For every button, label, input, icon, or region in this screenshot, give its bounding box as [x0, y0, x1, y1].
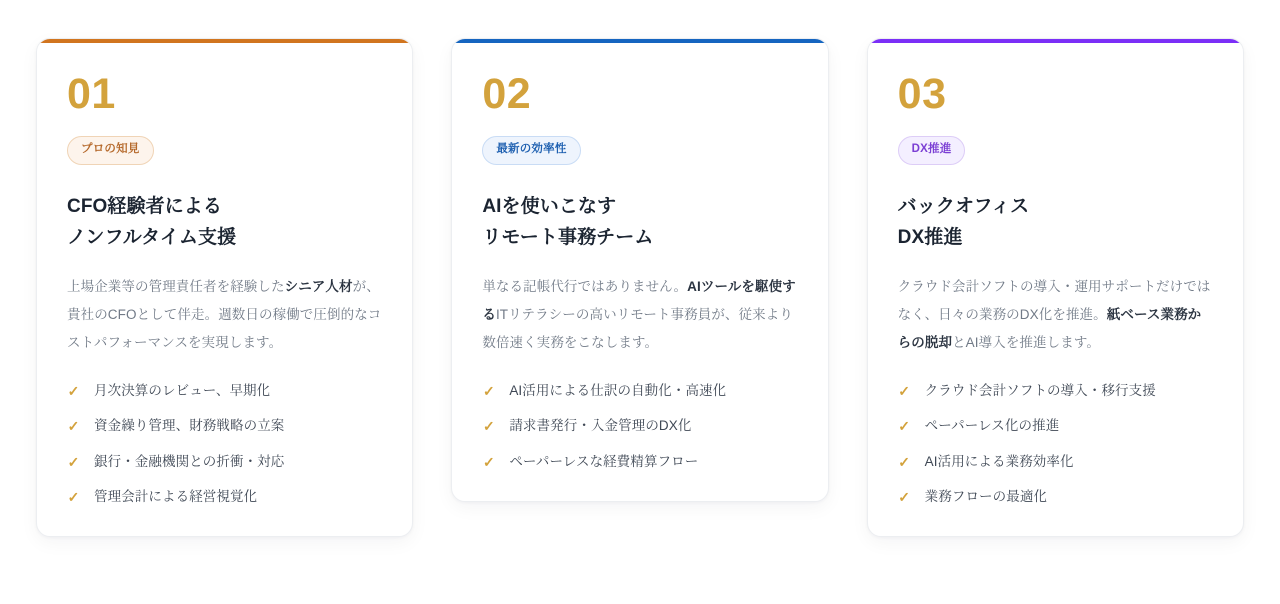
card-title-line-2: リモート事務チーム [482, 226, 654, 248]
card-description [482, 273, 797, 356]
feature-list [898, 382, 1213, 506]
description-text: が、貴社のCFOとして伴走。週数日の稼働で圧倒的なコストパフォーマンスを実現します。 [67, 279, 382, 350]
card-title-line-2: ノンフルタイム支援 [67, 226, 237, 248]
card-accent-bar [452, 39, 827, 43]
card-badge: DX推進 [898, 136, 966, 165]
card-title [482, 191, 797, 254]
list-item [482, 382, 797, 400]
list-item [482, 417, 797, 435]
card-badge-row [482, 136, 797, 191]
list-item [898, 382, 1213, 400]
card-badge: 最新の効率性 [482, 136, 580, 165]
card-title-line-1: AIを使いこなす [482, 195, 617, 217]
description-text: クラウド会計ソフトの導入・運用サポートだけではなく、日々の業務のDX化を推進。 [897, 279, 1211, 322]
description-text: 単なる記帳代行ではありません。 [482, 279, 688, 295]
card-badge: プロの知見 [67, 136, 154, 165]
check-icon: ✓ [67, 418, 80, 435]
feature-card [36, 38, 413, 537]
card-title-line-1: CFO経験者による [67, 195, 223, 217]
description-text: ITリテラシーの高いリモート事務員が、従来より数倍速く実務をこなします。 [482, 306, 793, 350]
check-icon: ✓ [898, 453, 911, 470]
card-number: 02 [482, 70, 532, 118]
description-emphasis: AIツールを駆使する [482, 279, 796, 322]
check-icon: ✓ [482, 383, 495, 400]
feature-label: ペーパーレスな経費精算フロー [509, 453, 699, 469]
feature-list [67, 382, 382, 506]
list-item [67, 488, 382, 506]
card-number: 03 [897, 70, 947, 118]
description-emphasis: シニア人材 [284, 279, 353, 295]
check-icon: ✓ [898, 488, 911, 505]
card-description [67, 273, 382, 356]
card-accent-bar [37, 39, 412, 43]
feature-label: AI活用による仕訳の自動化・高速化 [509, 383, 727, 399]
feature-card [451, 38, 828, 502]
check-icon: ✓ [898, 418, 911, 435]
list-item [898, 488, 1213, 506]
feature-label: 銀行・金融機関との折衝・対応 [94, 453, 285, 469]
card-badge-row [898, 136, 1213, 191]
feature-label: 請求書発行・入金管理のDX化 [509, 418, 692, 434]
description-text: 上場企業等の管理責任者を経験した [67, 279, 285, 295]
description-text: とAI導入を推進します。 [952, 334, 1100, 350]
card-title [898, 191, 1213, 254]
check-icon: ✓ [482, 453, 495, 470]
feature-label: ペーパーレス化の推進 [924, 418, 1060, 434]
card-title [67, 191, 382, 254]
list-item [898, 417, 1213, 435]
list-item [898, 453, 1213, 471]
check-icon: ✓ [67, 488, 80, 505]
card-title-line-2: DX推進 [897, 226, 963, 248]
card-accent-bar [868, 39, 1243, 43]
list-item [482, 453, 797, 471]
check-icon: ✓ [67, 453, 80, 470]
feature-card [867, 38, 1244, 537]
card-badge-row [67, 136, 382, 191]
check-icon: ✓ [67, 383, 80, 400]
feature-label: クラウド会計ソフトの導入・移行支援 [924, 383, 1156, 399]
feature-list [482, 382, 797, 471]
description-emphasis: 紙ベース業務からの脱却 [897, 306, 1202, 350]
feature-label: 業務フローの最適化 [924, 488, 1048, 504]
feature-label: 資金繰り管理、財務戦略の立案 [94, 418, 285, 434]
list-item [67, 417, 382, 435]
feature-label: 管理会計による経営視覚化 [94, 488, 258, 504]
card-number: 01 [67, 70, 116, 118]
feature-label: 月次決算のレビュー、早期化 [94, 383, 271, 399]
check-icon: ✓ [482, 418, 495, 435]
feature-label: AI活用による業務効率化 [924, 453, 1074, 469]
list-item [67, 453, 382, 471]
check-icon: ✓ [898, 383, 911, 400]
card-title-line-1: バックオフィス [897, 195, 1030, 217]
list-item [67, 382, 382, 400]
card-description [898, 273, 1213, 356]
